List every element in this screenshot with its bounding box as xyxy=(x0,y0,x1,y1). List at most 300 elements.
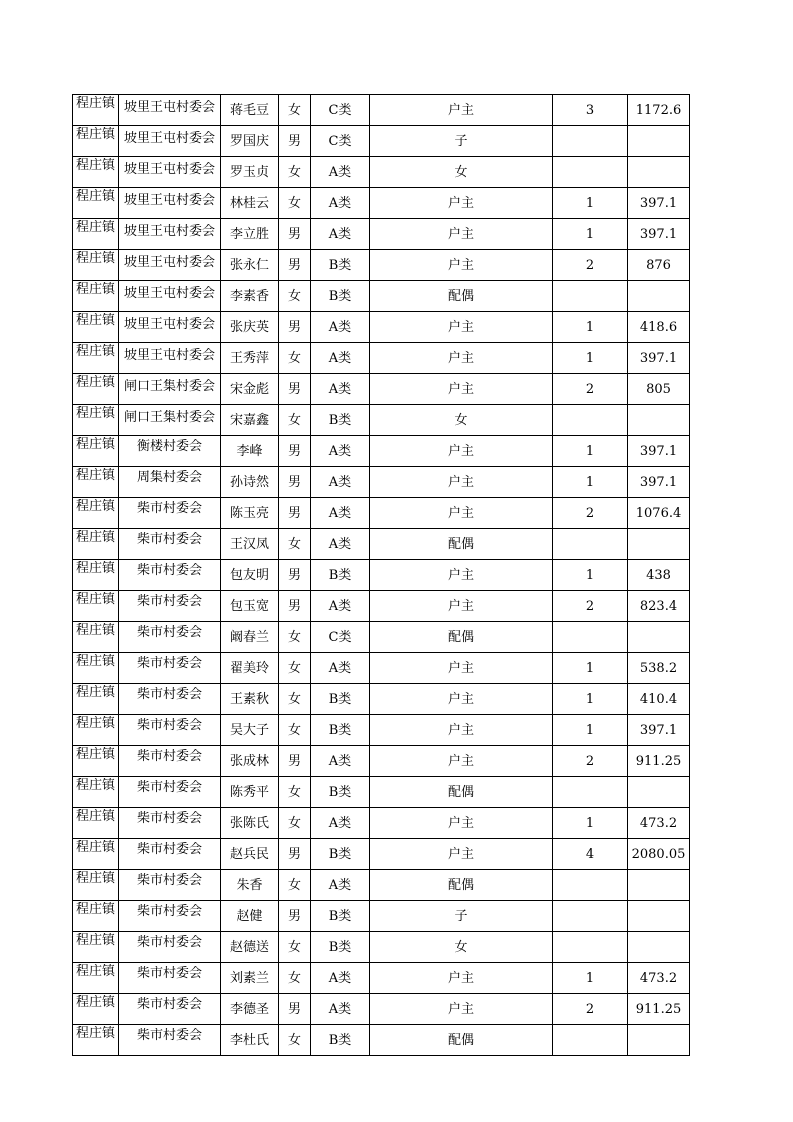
town-cell-text: 程庄镇 xyxy=(76,127,116,142)
category-cell: A类 xyxy=(311,870,370,901)
category-cell: A类 xyxy=(311,467,370,498)
category-cell: B类 xyxy=(311,715,370,746)
town-cell xyxy=(73,1025,119,1056)
town-cell xyxy=(73,901,119,932)
relation-cell: 户主 xyxy=(370,560,553,591)
amount-cell: 473.2 xyxy=(628,963,690,994)
category-cell: A类 xyxy=(311,157,370,188)
village-cell xyxy=(119,560,221,591)
table-row xyxy=(73,250,690,281)
household-count-cell: 1 xyxy=(553,715,628,746)
town-cell-text: 程庄镇 xyxy=(76,437,116,452)
village-cell-text: 闸口王集村委会 xyxy=(123,379,215,394)
name-cell: 陈玉亮 xyxy=(221,498,279,529)
amount-cell: 397.1 xyxy=(628,219,690,250)
gender-cell: 女 xyxy=(279,188,311,219)
name-cell: 张庆英 xyxy=(221,312,279,343)
amount-cell xyxy=(628,622,690,653)
name-cell: 刘素兰 xyxy=(221,963,279,994)
town-cell xyxy=(73,963,119,994)
name-cell: 包友明 xyxy=(221,560,279,591)
benefit-table xyxy=(72,94,690,1056)
amount-cell: 876 xyxy=(628,250,690,281)
village-cell-text: 柴市村委会 xyxy=(136,780,202,795)
gender-cell: 女 xyxy=(279,715,311,746)
village-cell xyxy=(119,529,221,560)
gender-cell: 女 xyxy=(279,405,311,436)
town-cell xyxy=(73,126,119,157)
household-count-cell: 3 xyxy=(553,95,628,126)
village-cell xyxy=(119,715,221,746)
gender-cell: 女 xyxy=(279,963,311,994)
town-cell-text: 程庄镇 xyxy=(76,499,116,514)
name-cell: 朱香 xyxy=(221,870,279,901)
category-cell: A类 xyxy=(311,343,370,374)
table-row xyxy=(73,1025,690,1056)
name-cell: 王汉凤 xyxy=(221,529,279,560)
town-cell xyxy=(73,684,119,715)
name-cell: 李素香 xyxy=(221,281,279,312)
table-row xyxy=(73,560,690,591)
household-count-cell: 2 xyxy=(553,994,628,1025)
household-count-cell xyxy=(553,529,628,560)
gender-cell: 男 xyxy=(279,467,311,498)
village-cell xyxy=(119,126,221,157)
table-row xyxy=(73,281,690,312)
relation-cell: 配偶 xyxy=(370,1025,553,1056)
town-cell-text: 程庄镇 xyxy=(76,189,116,204)
town-cell xyxy=(73,777,119,808)
amount-cell: 538.2 xyxy=(628,653,690,684)
name-cell: 张永仁 xyxy=(221,250,279,281)
table-row xyxy=(73,839,690,870)
gender-cell: 女 xyxy=(279,653,311,684)
relation-cell: 户主 xyxy=(370,963,553,994)
gender-cell: 女 xyxy=(279,157,311,188)
table-row xyxy=(73,808,690,839)
town-cell-text: 程庄镇 xyxy=(76,251,116,266)
name-cell: 陈秀平 xyxy=(221,777,279,808)
town-cell-text: 程庄镇 xyxy=(76,995,116,1010)
relation-cell: 配偶 xyxy=(370,622,553,653)
category-cell: B类 xyxy=(311,281,370,312)
household-count-cell xyxy=(553,870,628,901)
amount-cell: 2080.05 xyxy=(628,839,690,870)
gender-cell: 男 xyxy=(279,250,311,281)
relation-cell: 户主 xyxy=(370,467,553,498)
category-cell: A类 xyxy=(311,808,370,839)
town-cell-text: 程庄镇 xyxy=(76,871,116,886)
village-cell-text: 坡里王屯村委会 xyxy=(123,100,215,115)
category-cell: B类 xyxy=(311,932,370,963)
village-cell-text: 柴市村委会 xyxy=(136,997,202,1012)
town-cell xyxy=(73,622,119,653)
gender-cell: 男 xyxy=(279,839,311,870)
amount-cell xyxy=(628,777,690,808)
gender-cell: 男 xyxy=(279,498,311,529)
town-cell xyxy=(73,343,119,374)
relation-cell: 子 xyxy=(370,126,553,157)
village-cell-text: 衡楼村委会 xyxy=(136,439,202,454)
category-cell: A类 xyxy=(311,219,370,250)
household-count-cell xyxy=(553,157,628,188)
category-cell: A类 xyxy=(311,529,370,560)
town-cell-text: 程庄镇 xyxy=(76,809,116,824)
town-cell-text: 程庄镇 xyxy=(76,592,116,607)
category-cell: A类 xyxy=(311,498,370,529)
town-cell xyxy=(73,529,119,560)
gender-cell: 女 xyxy=(279,529,311,560)
town-cell xyxy=(73,188,119,219)
table-row xyxy=(73,343,690,374)
category-cell: B类 xyxy=(311,901,370,932)
household-count-cell: 1 xyxy=(553,188,628,219)
category-cell: B类 xyxy=(311,684,370,715)
amount-cell: 418.6 xyxy=(628,312,690,343)
relation-cell: 户主 xyxy=(370,839,553,870)
relation-cell: 配偶 xyxy=(370,870,553,901)
name-cell: 赵德送 xyxy=(221,932,279,963)
town-cell xyxy=(73,219,119,250)
amount-cell xyxy=(628,1025,690,1056)
town-cell-text: 程庄镇 xyxy=(76,530,116,545)
village-cell-text: 坡里王屯村委会 xyxy=(123,131,215,146)
amount-cell xyxy=(628,126,690,157)
table-row xyxy=(73,870,690,901)
town-cell-text: 程庄镇 xyxy=(76,375,116,390)
village-cell-text: 柴市村委会 xyxy=(136,563,202,578)
village-cell-text: 柴市村委会 xyxy=(136,749,202,764)
table-body xyxy=(73,95,690,1056)
category-cell: A类 xyxy=(311,436,370,467)
village-cell-text: 坡里王屯村委会 xyxy=(123,193,215,208)
town-cell xyxy=(73,467,119,498)
household-count-cell: 1 xyxy=(553,963,628,994)
table-row xyxy=(73,684,690,715)
town-cell xyxy=(73,281,119,312)
village-cell-text: 坡里王屯村委会 xyxy=(123,286,215,301)
town-cell xyxy=(73,250,119,281)
village-cell-text: 柴市村委会 xyxy=(136,594,202,609)
category-cell: A类 xyxy=(311,653,370,684)
household-count-cell: 1 xyxy=(553,219,628,250)
name-cell: 翟美玲 xyxy=(221,653,279,684)
gender-cell: 女 xyxy=(279,622,311,653)
household-count-cell: 2 xyxy=(553,374,628,405)
household-count-cell xyxy=(553,932,628,963)
name-cell: 罗玉贞 xyxy=(221,157,279,188)
relation-cell: 户主 xyxy=(370,250,553,281)
relation-cell: 户主 xyxy=(370,188,553,219)
town-cell xyxy=(73,591,119,622)
relation-cell: 配偶 xyxy=(370,281,553,312)
name-cell: 赵兵民 xyxy=(221,839,279,870)
relation-cell: 女 xyxy=(370,932,553,963)
relation-cell: 女 xyxy=(370,157,553,188)
town-cell xyxy=(73,870,119,901)
village-cell xyxy=(119,188,221,219)
household-count-cell: 4 xyxy=(553,839,628,870)
table-row xyxy=(73,777,690,808)
gender-cell: 女 xyxy=(279,777,311,808)
amount-cell: 823.4 xyxy=(628,591,690,622)
category-cell: B类 xyxy=(311,250,370,281)
town-cell xyxy=(73,157,119,188)
gender-cell: 女 xyxy=(279,95,311,126)
village-cell-text: 坡里王屯村委会 xyxy=(123,162,215,177)
table-row xyxy=(73,188,690,219)
household-count-cell: 1 xyxy=(553,312,628,343)
village-cell xyxy=(119,250,221,281)
gender-cell: 男 xyxy=(279,374,311,405)
relation-cell: 户主 xyxy=(370,436,553,467)
village-cell xyxy=(119,374,221,405)
name-cell: 王秀萍 xyxy=(221,343,279,374)
category-cell: C类 xyxy=(311,95,370,126)
village-cell-text: 柴市村委会 xyxy=(136,1028,202,1043)
relation-cell: 户主 xyxy=(370,312,553,343)
name-cell: 李峰 xyxy=(221,436,279,467)
gender-cell: 男 xyxy=(279,219,311,250)
gender-cell: 男 xyxy=(279,560,311,591)
town-cell-text: 程庄镇 xyxy=(76,747,116,762)
name-cell: 蒋毛豆 xyxy=(221,95,279,126)
household-count-cell: 1 xyxy=(553,343,628,374)
gender-cell: 男 xyxy=(279,312,311,343)
amount-cell xyxy=(628,405,690,436)
table-row xyxy=(73,498,690,529)
village-cell-text: 闸口王集村委会 xyxy=(123,410,215,425)
category-cell: B类 xyxy=(311,1025,370,1056)
relation-cell: 配偶 xyxy=(370,777,553,808)
name-cell: 张陈氏 xyxy=(221,808,279,839)
name-cell: 李立胜 xyxy=(221,219,279,250)
category-cell: B类 xyxy=(311,777,370,808)
village-cell xyxy=(119,963,221,994)
name-cell: 宋金彪 xyxy=(221,374,279,405)
relation-cell: 户主 xyxy=(370,591,553,622)
amount-cell: 473.2 xyxy=(628,808,690,839)
table-row xyxy=(73,219,690,250)
town-cell-text: 程庄镇 xyxy=(76,220,116,235)
town-cell-text: 程庄镇 xyxy=(76,96,116,111)
village-cell xyxy=(119,901,221,932)
relation-cell: 女 xyxy=(370,405,553,436)
relation-cell: 户主 xyxy=(370,808,553,839)
relation-cell: 户主 xyxy=(370,219,553,250)
gender-cell: 女 xyxy=(279,808,311,839)
town-cell-text: 程庄镇 xyxy=(76,654,116,669)
amount-cell: 410.4 xyxy=(628,684,690,715)
table-row xyxy=(73,312,690,343)
amount-cell: 438 xyxy=(628,560,690,591)
town-cell-text: 程庄镇 xyxy=(76,902,116,917)
name-cell: 吴大子 xyxy=(221,715,279,746)
household-count-cell xyxy=(553,405,628,436)
household-count-cell xyxy=(553,901,628,932)
village-cell xyxy=(119,219,221,250)
category-cell: B类 xyxy=(311,405,370,436)
household-count-cell xyxy=(553,777,628,808)
village-cell-text: 坡里王屯村委会 xyxy=(123,317,215,332)
household-count-cell: 1 xyxy=(553,808,628,839)
name-cell: 宋嘉鑫 xyxy=(221,405,279,436)
category-cell: A类 xyxy=(311,312,370,343)
amount-cell: 397.1 xyxy=(628,188,690,219)
household-count-cell: 2 xyxy=(553,498,628,529)
household-count-cell: 1 xyxy=(553,467,628,498)
table-row xyxy=(73,157,690,188)
town-cell-text: 程庄镇 xyxy=(76,406,116,421)
town-cell-text: 程庄镇 xyxy=(76,158,116,173)
village-cell-text: 柴市村委会 xyxy=(136,625,202,640)
town-cell xyxy=(73,746,119,777)
village-cell xyxy=(119,312,221,343)
village-cell-text: 柴市村委会 xyxy=(136,842,202,857)
name-cell: 李德圣 xyxy=(221,994,279,1025)
category-cell: B类 xyxy=(311,839,370,870)
category-cell: A类 xyxy=(311,188,370,219)
relation-cell: 户主 xyxy=(370,684,553,715)
relation-cell: 户主 xyxy=(370,653,553,684)
household-count-cell xyxy=(553,281,628,312)
town-cell xyxy=(73,436,119,467)
category-cell: A类 xyxy=(311,963,370,994)
village-cell xyxy=(119,808,221,839)
table-row xyxy=(73,653,690,684)
relation-cell: 户主 xyxy=(370,343,553,374)
village-cell xyxy=(119,405,221,436)
amount-cell: 397.1 xyxy=(628,343,690,374)
household-count-cell: 2 xyxy=(553,746,628,777)
amount-cell xyxy=(628,870,690,901)
town-cell-text: 程庄镇 xyxy=(76,344,116,359)
household-count-cell: 1 xyxy=(553,684,628,715)
category-cell: C类 xyxy=(311,126,370,157)
village-cell xyxy=(119,281,221,312)
gender-cell: 女 xyxy=(279,870,311,901)
town-cell xyxy=(73,653,119,684)
table-row xyxy=(73,436,690,467)
village-cell xyxy=(119,436,221,467)
category-cell: A类 xyxy=(311,591,370,622)
household-count-cell: 1 xyxy=(553,653,628,684)
village-cell-text: 坡里王屯村委会 xyxy=(123,348,215,363)
table-row xyxy=(73,591,690,622)
gender-cell: 男 xyxy=(279,994,311,1025)
household-count-cell xyxy=(553,1025,628,1056)
town-cell-text: 程庄镇 xyxy=(76,778,116,793)
village-cell xyxy=(119,932,221,963)
village-cell xyxy=(119,1025,221,1056)
town-cell-text: 程庄镇 xyxy=(76,685,116,700)
relation-cell: 户主 xyxy=(370,715,553,746)
household-count-cell: 1 xyxy=(553,436,628,467)
table-row xyxy=(73,622,690,653)
household-count-cell: 2 xyxy=(553,250,628,281)
town-cell xyxy=(73,498,119,529)
village-cell xyxy=(119,870,221,901)
town-cell-text: 程庄镇 xyxy=(76,716,116,731)
table-row xyxy=(73,95,690,126)
amount-cell: 1172.6 xyxy=(628,95,690,126)
village-cell-text: 柴市村委会 xyxy=(136,501,202,516)
gender-cell: 女 xyxy=(279,281,311,312)
table-row xyxy=(73,932,690,963)
town-cell-text: 程庄镇 xyxy=(76,623,116,638)
amount-cell xyxy=(628,281,690,312)
town-cell-text: 程庄镇 xyxy=(76,964,116,979)
town-cell-text: 程庄镇 xyxy=(76,282,116,297)
amount-cell: 1076.4 xyxy=(628,498,690,529)
relation-cell: 配偶 xyxy=(370,529,553,560)
table-row xyxy=(73,467,690,498)
relation-cell: 子 xyxy=(370,901,553,932)
table-row xyxy=(73,715,690,746)
town-cell xyxy=(73,839,119,870)
village-cell-text: 柴市村委会 xyxy=(136,904,202,919)
village-cell xyxy=(119,684,221,715)
name-cell: 林桂云 xyxy=(221,188,279,219)
gender-cell: 女 xyxy=(279,343,311,374)
town-cell xyxy=(73,374,119,405)
relation-cell: 户主 xyxy=(370,746,553,777)
table-row xyxy=(73,529,690,560)
town-cell-text: 程庄镇 xyxy=(76,561,116,576)
village-cell-text: 柴市村委会 xyxy=(136,935,202,950)
village-cell xyxy=(119,746,221,777)
village-cell xyxy=(119,591,221,622)
village-cell xyxy=(119,839,221,870)
gender-cell: 男 xyxy=(279,746,311,777)
category-cell: A类 xyxy=(311,746,370,777)
name-cell: 王素秋 xyxy=(221,684,279,715)
amount-cell xyxy=(628,529,690,560)
village-cell-text: 周集村委会 xyxy=(136,470,202,485)
gender-cell: 女 xyxy=(279,684,311,715)
gender-cell: 男 xyxy=(279,436,311,467)
name-cell: 包玉宽 xyxy=(221,591,279,622)
name-cell: 李杜氏 xyxy=(221,1025,279,1056)
town-cell xyxy=(73,312,119,343)
village-cell-text: 柴市村委会 xyxy=(136,718,202,733)
village-cell xyxy=(119,157,221,188)
village-cell xyxy=(119,994,221,1025)
amount-cell xyxy=(628,932,690,963)
town-cell-text: 程庄镇 xyxy=(76,1026,116,1041)
village-cell xyxy=(119,653,221,684)
village-cell-text: 柴市村委会 xyxy=(136,966,202,981)
amount-cell xyxy=(628,901,690,932)
household-count-cell xyxy=(553,622,628,653)
gender-cell: 女 xyxy=(279,1025,311,1056)
town-cell xyxy=(73,405,119,436)
household-count-cell xyxy=(553,126,628,157)
relation-cell: 户主 xyxy=(370,498,553,529)
town-cell xyxy=(73,560,119,591)
gender-cell: 男 xyxy=(279,591,311,622)
table-row xyxy=(73,405,690,436)
household-count-cell: 2 xyxy=(553,591,628,622)
village-cell-text: 柴市村委会 xyxy=(136,811,202,826)
amount-cell: 805 xyxy=(628,374,690,405)
village-cell xyxy=(119,498,221,529)
village-cell xyxy=(119,777,221,808)
village-cell-text: 坡里王屯村委会 xyxy=(123,224,215,239)
village-cell xyxy=(119,467,221,498)
category-cell: C类 xyxy=(311,622,370,653)
amount-cell: 911.25 xyxy=(628,746,690,777)
